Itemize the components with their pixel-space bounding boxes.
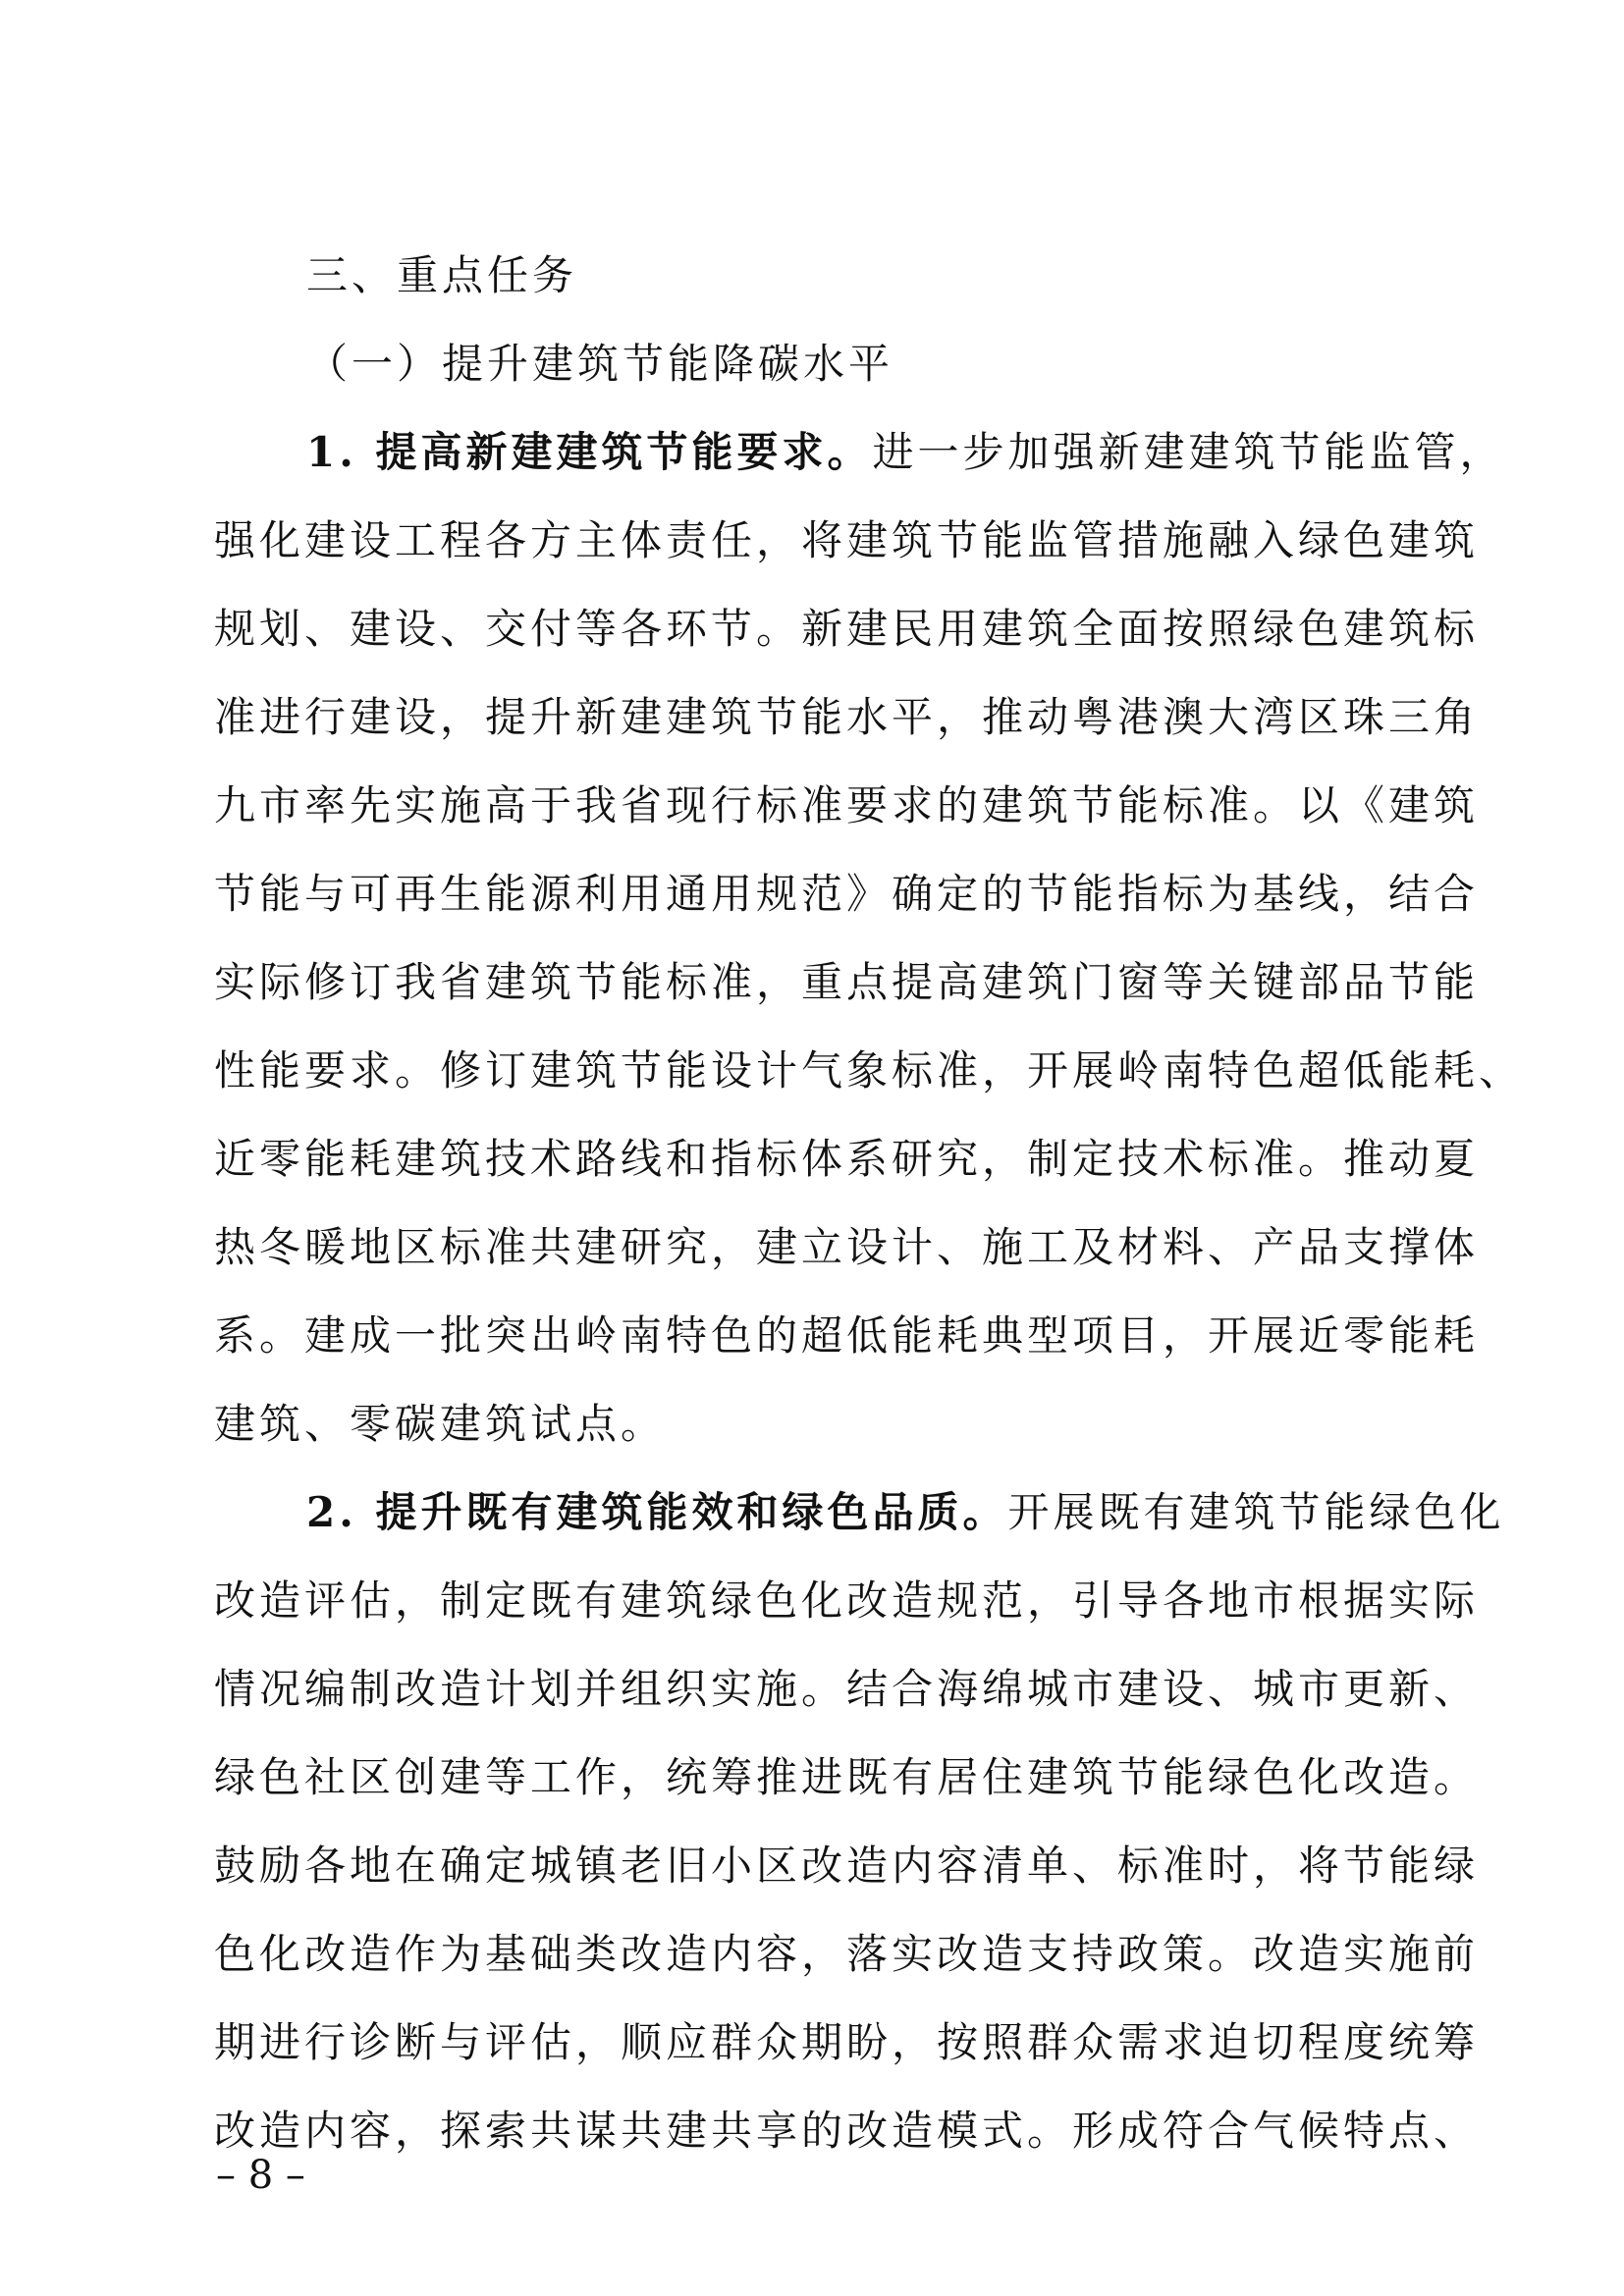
- item2-line-5: 色化改造作为基础类改造内容，落实改造支持政策。改造实施前: [214, 1930, 1480, 1978]
- item1-line-9: 热冬暖地区标准共建研究，建立设计、施工及材料、产品支撑体: [214, 1223, 1480, 1271]
- item2-line-7: 改造内容，探索共谋共建共享的改造模式。形成符合气候特点、: [214, 2107, 1480, 2155]
- item1-line-2: 规划、建设、交付等各环节。新建民用建筑全面按照绿色建筑标: [214, 605, 1480, 653]
- item2-line-3: 绿色社区创建等工作，统筹推进既有居住建筑节能绿色化改造。: [214, 1753, 1480, 1801]
- item1-line-1: 强化建设工程各方主体责任，将建筑节能监管措施融入绿色建筑: [214, 516, 1480, 564]
- item1-line-11: 建筑、零碳建筑试点。: [214, 1400, 667, 1448]
- item1-line-3: 准进行建设，提升新建建筑节能水平，推动粤港澳大湾区珠三角: [214, 693, 1480, 741]
- item1-line-0: 进一步加强新建建筑节能监管，: [872, 428, 1505, 476]
- item2-first-line: [306, 1468, 1505, 1557]
- item2-line-0: 开展既有建筑节能绿色化: [1007, 1488, 1505, 1536]
- item1-line-4: 九市率先实施高于我省现行标准要求的建筑节能标准。以《建筑: [214, 781, 1480, 829]
- section-heading: 三、重点任务: [306, 251, 578, 299]
- subsection-heading: （一）提升建筑节能降碳水平: [306, 340, 894, 388]
- item2-line-2: 情况编制改造计划并组织实施。结合海绵城市建设、城市更新、: [214, 1665, 1480, 1713]
- item2-line-1: 改造评估，制定既有建筑绿色化改造规范，引导各地市根据实际: [214, 1576, 1480, 1625]
- item1-line-6: 实际修订我省建筑节能标准，重点提高建筑门窗等关键部品节能: [214, 958, 1480, 1006]
- item1-line-5: 节能与可再生能源利用通用规范》确定的节能指标为基线，结合: [214, 870, 1480, 918]
- item1-line-8: 近零能耗建筑技术路线和指标体系研究，制定技术标准。推动夏: [214, 1135, 1480, 1183]
- item1-line-7: 性能要求。修订建筑节能设计气象标准，开展岭南特色超低能耗、: [214, 1046, 1525, 1095]
- item1-lead: 1. 提高新建建筑节能要求。: [306, 428, 873, 476]
- item1-line-10: 系。建成一批突出岭南特色的超低能耗典型项目，开展近零能耗: [214, 1311, 1480, 1360]
- page-number: – 8 –: [216, 2153, 305, 2198]
- item1-first-line: [306, 408, 1505, 497]
- item2-line-6: 期进行诊断与评估，顺应群众期盼，按照群众需求迫切程度统筹: [214, 2018, 1480, 2066]
- item2-line-4: 鼓励各地在确定城镇老旧小区改造内容清单、标准时，将节能绿: [214, 1842, 1480, 1890]
- item2-lead: 2. 提升既有建筑能效和绿色品质。: [306, 1488, 1008, 1536]
